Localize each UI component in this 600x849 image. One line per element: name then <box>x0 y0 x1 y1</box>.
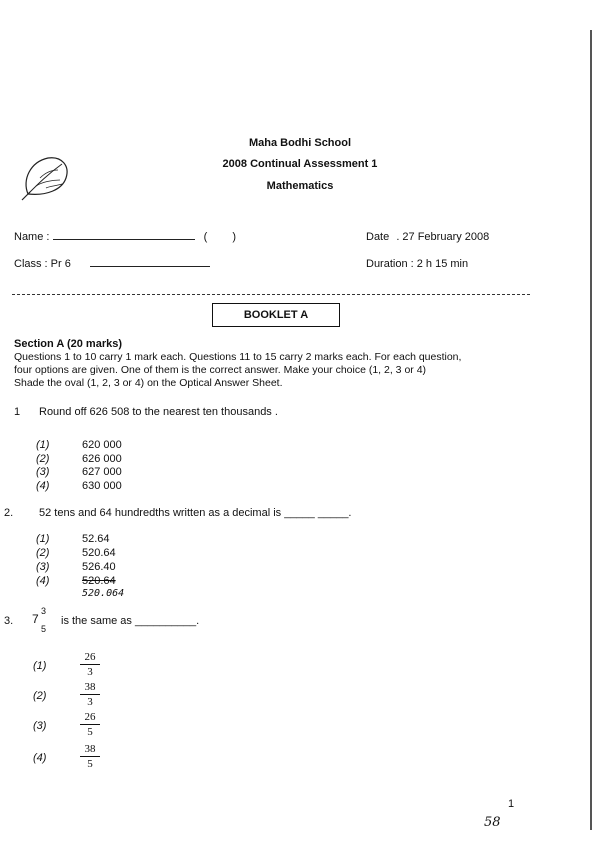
question-2-number: 2. <box>4 507 14 519</box>
q3-option-1-number[interactable]: (1) <box>33 660 47 672</box>
name-blank[interactable] <box>53 239 195 240</box>
name-field[interactable] <box>14 231 236 243</box>
fraction-numerator: 26 <box>84 711 96 723</box>
fraction-numerator: 26 <box>84 651 96 663</box>
section-title: Section A (20 marks) <box>14 338 123 350</box>
q1-option-2-number[interactable]: (2) <box>36 453 50 465</box>
q1-option-1-value: 620 000 <box>82 439 122 451</box>
instruction-line: Questions 1 to 10 carry 1 mark each. Questions 11 to 15 carry 2 marks each. For each question, <box>14 351 462 363</box>
question-1-number: 1 <box>14 406 21 418</box>
index-paren-open: ( <box>203 231 208 243</box>
date-value: . 27 February 2008 <box>396 231 490 243</box>
mixed-number-numerator: 3 <box>41 606 47 616</box>
class-label: Class : Pr 6 <box>14 258 71 270</box>
divider <box>12 294 530 295</box>
school-name: Maha Bodhi School <box>248 137 352 149</box>
fraction-numerator: 38 <box>84 681 96 693</box>
q3-option-2-number[interactable]: (2) <box>33 690 47 702</box>
q2-option-4-number[interactable]: (4) <box>36 575 50 587</box>
assessment-title: 2008 Continual Assessment 1 <box>222 158 378 170</box>
fraction-denominator: 3 <box>87 696 93 708</box>
instruction-line: Shade the oval (1, 2, 3 or 4) on the Optical Answer Sheet. <box>14 377 283 389</box>
q2-option-3-number[interactable]: (3) <box>36 561 50 573</box>
mixed-number-whole: 7 <box>32 612 39 626</box>
class-field[interactable] <box>14 258 210 270</box>
q3-option-4-fraction <box>80 743 100 770</box>
q1-option-4-number[interactable]: (4) <box>36 480 50 492</box>
index-paren-close: ) <box>232 231 236 243</box>
subject-title: Mathematics <box>266 180 334 192</box>
question-3-text: is the same as __________. <box>61 615 200 627</box>
handwritten-correction: 520.064 <box>82 588 125 599</box>
q2-option-1-number[interactable]: (1) <box>36 533 50 545</box>
instruction-line: four options are given. One of them is the correct answer. Make your choice (1, 2, 3 or 4) <box>14 364 427 376</box>
q3-option-1-fraction <box>80 651 100 678</box>
q1-option-4-value: 630 000 <box>82 480 122 492</box>
q3-option-2-fraction <box>80 681 100 708</box>
q2-option-2-number[interactable]: (2) <box>36 547 50 559</box>
date-label: Date <box>366 231 390 243</box>
handwritten-score: 58 <box>484 815 501 830</box>
q2-option-3-value: 526.40 <box>82 561 116 573</box>
booklet-label: BOOKLET A <box>212 303 340 327</box>
page-number: 1 <box>508 798 515 810</box>
fraction-numerator: 38 <box>84 743 96 755</box>
q3-option-4-number[interactable]: (4) <box>33 752 47 764</box>
date-field <box>366 231 489 243</box>
class-blank[interactable] <box>90 266 210 267</box>
fraction-denominator: 5 <box>87 726 93 738</box>
question-3-number: 3. <box>4 615 14 627</box>
q3-option-3-number[interactable]: (3) <box>33 720 47 732</box>
fraction-denominator: 3 <box>87 666 93 678</box>
name-label: Name : <box>14 231 50 243</box>
duration-label: Duration : 2 h 15 min <box>366 258 469 270</box>
q1-option-1-number[interactable]: (1) <box>36 439 50 451</box>
q2-option-1-value: 52.64 <box>82 533 110 545</box>
section-instructions <box>14 351 461 390</box>
question-1-text: Round off 626 508 to the nearest ten thousands . <box>39 406 278 418</box>
mixed-number-denominator: 5 <box>41 624 47 634</box>
q1-option-2-value: 626 000 <box>82 453 122 465</box>
q1-option-3-number[interactable]: (3) <box>36 466 50 478</box>
fraction-denominator: 5 <box>87 758 93 770</box>
question-2-text: 52 tens and 64 hundredths written as a decimal is _____ _____. <box>39 507 352 519</box>
q2-option-4-value: 520.64 <box>82 575 116 587</box>
q3-option-3-fraction <box>80 711 100 738</box>
q2-option-2-value: 520.64 <box>82 547 116 559</box>
scan-edge-line <box>590 30 592 830</box>
q1-option-3-value: 627 000 <box>82 466 122 478</box>
